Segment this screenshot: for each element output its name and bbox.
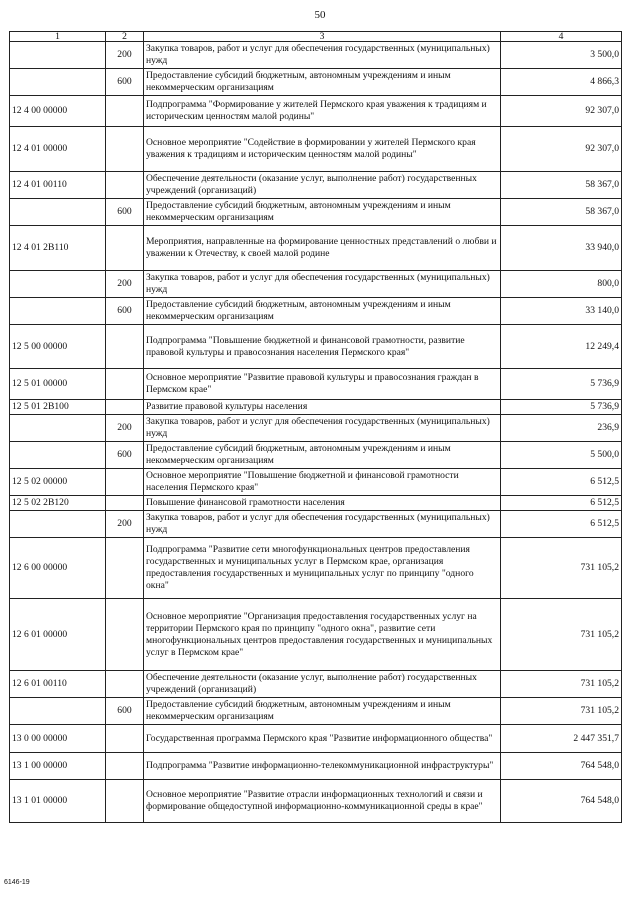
row-expense-type-cell <box>106 172 144 199</box>
row-description-cell: Закупка товаров, работ и услуг для обеспечения государственных (муниципальных) нужд <box>144 42 501 69</box>
row-description-cell: Развитие правовой культуры населения <box>144 400 501 415</box>
table-row <box>10 400 622 415</box>
row-expense-type-cell: 600 <box>106 69 144 96</box>
table-row <box>10 671 622 698</box>
table-row <box>10 511 622 538</box>
row-amount-cell: 12 249,4 <box>501 325 622 369</box>
row-amount-cell: 58 367,0 <box>501 172 622 199</box>
row-amount-cell: 731 105,2 <box>501 599 622 671</box>
row-code-cell: 12 6 01 00110 <box>10 671 106 698</box>
row-description-cell: Предоставление субсидий бюджетным, автономным учреждениям и иным некоммерческим организациям <box>144 69 501 96</box>
table-row <box>10 698 622 725</box>
row-expense-type-cell <box>106 325 144 369</box>
row-description-cell: Предоставление субсидий бюджетным, автономным учреждениям и иным некоммерческим организациям <box>144 698 501 725</box>
row-expense-type-cell: 200 <box>106 42 144 69</box>
row-description-cell: Государственная программа Пермского края "Развитие информационного общества" <box>144 725 501 753</box>
row-expense-type-cell <box>106 538 144 599</box>
row-amount-cell: 5 736,9 <box>501 400 622 415</box>
row-description-cell: Подпрограмма "Формирование у жителей Пермского края уважения к традициям и историческим ценностям малой родины" <box>144 96 501 127</box>
row-description-cell: Предоставление субсидий бюджетным, автономным учреждениям и иным некоммерческим организациям <box>144 298 501 325</box>
row-amount-cell: 764 548,0 <box>501 780 622 823</box>
row-description-cell: Мероприятия, направленные на формирование ценностных представлений о любви и уважении к Отечеству, к своей малой родине <box>144 226 501 271</box>
row-amount-cell: 33 140,0 <box>501 298 622 325</box>
row-code-cell: 12 4 01 00000 <box>10 127 106 172</box>
row-code-cell <box>10 415 106 442</box>
row-code-cell: 12 4 00 00000 <box>10 96 106 127</box>
row-amount-cell: 92 307,0 <box>501 96 622 127</box>
table-row <box>10 271 622 298</box>
row-description-cell: Закупка товаров, работ и услуг для обеспечения государственных (муниципальных) нужд <box>144 271 501 298</box>
row-expense-type-cell <box>106 226 144 271</box>
row-description-cell: Подпрограмма "Развитие информационно-телекоммуникационной инфраструктуры" <box>144 753 501 780</box>
table-row <box>10 298 622 325</box>
row-expense-type-cell: 200 <box>106 271 144 298</box>
row-description-cell: Повышение финансовой грамотности населения <box>144 496 501 511</box>
table-row <box>10 469 622 496</box>
row-expense-type-cell <box>106 469 144 496</box>
table-row <box>10 42 622 69</box>
budget-table <box>9 31 622 823</box>
row-expense-type-cell: 200 <box>106 415 144 442</box>
row-description-cell: Предоставление субсидий бюджетным, автономным учреждениям и иным некоммерческим организациям <box>144 199 501 226</box>
row-description-cell: Обеспечение деятельности (оказание услуг, выполнение работ) государственных учреждений (организаций) <box>144 172 501 199</box>
row-amount-cell: 236,9 <box>501 415 622 442</box>
row-code-cell: 12 5 02 00000 <box>10 469 106 496</box>
row-code-cell: 12 4 01 00110 <box>10 172 106 199</box>
row-description-cell: Основное мероприятие "Повышение бюджетной и финансовой грамотности населения Пермского края" <box>144 469 501 496</box>
table-row <box>10 69 622 96</box>
row-expense-type-cell <box>106 599 144 671</box>
table-row <box>10 780 622 823</box>
row-code-cell <box>10 698 106 725</box>
row-amount-cell: 4 866,3 <box>501 69 622 96</box>
row-code-cell <box>10 442 106 469</box>
row-expense-type-cell <box>106 753 144 780</box>
row-code-cell: 12 4 01 2В110 <box>10 226 106 271</box>
table-row <box>10 725 622 753</box>
row-code-cell: 12 5 00 00000 <box>10 325 106 369</box>
row-description-cell: Основное мероприятие "Содействие в формировании у жителей Пермского края уважения к традициям и историческим ценностям малой родины" <box>144 127 501 172</box>
row-expense-type-cell: 200 <box>106 511 144 538</box>
row-expense-type-cell <box>106 725 144 753</box>
row-expense-type-cell: 600 <box>106 199 144 226</box>
row-expense-type-cell <box>106 127 144 172</box>
table-row <box>10 199 622 226</box>
row-amount-cell: 5 500,0 <box>501 442 622 469</box>
row-amount-cell: 731 105,2 <box>501 698 622 725</box>
row-amount-cell: 731 105,2 <box>501 538 622 599</box>
row-code-cell <box>10 199 106 226</box>
row-code-cell: 12 5 01 2В100 <box>10 400 106 415</box>
row-description-cell: Обеспечение деятельности (оказание услуг, выполнение работ) государственных учреждений (организаций) <box>144 671 501 698</box>
row-description-cell: Основное мероприятие "Развитие отрасли информационных технологий и связи и формирование общедоступной информационно-коммуникационной среды в крае" <box>144 780 501 823</box>
row-description-cell: Закупка товаров, работ и услуг для обеспечения государственных (муниципальных) нужд <box>144 511 501 538</box>
row-amount-cell: 800,0 <box>501 271 622 298</box>
row-expense-type-cell <box>106 400 144 415</box>
row-expense-type-cell <box>106 96 144 127</box>
row-description-cell: Предоставление субсидий бюджетным, автономным учреждениям и иным некоммерческим организациям <box>144 442 501 469</box>
row-code-cell <box>10 42 106 69</box>
row-description-cell: Подпрограмма "Развитие сети многофункциональных центров предоставления государственных и муниципальных услуг в Пермском крае, организация предоставления государственных и муниципальных услуг по принципу "одного окна" <box>144 538 501 599</box>
row-expense-type-cell <box>106 671 144 698</box>
row-amount-cell: 92 307,0 <box>501 127 622 172</box>
row-expense-type-cell <box>106 780 144 823</box>
table-row <box>10 325 622 369</box>
row-expense-type-cell: 600 <box>106 298 144 325</box>
table-row <box>10 226 622 271</box>
row-amount-cell: 58 367,0 <box>501 199 622 226</box>
table-header-row <box>10 32 622 42</box>
footer-document-code: 6146-19 <box>4 879 30 886</box>
column-header-4: 4 <box>501 32 622 42</box>
row-expense-type-cell: 600 <box>106 442 144 469</box>
row-code-cell: 12 6 00 00000 <box>10 538 106 599</box>
column-header-3: 3 <box>144 32 501 42</box>
row-expense-type-cell <box>106 369 144 400</box>
table-row <box>10 442 622 469</box>
row-description-cell: Подпрограмма "Повышение бюджетной и финансовой грамотности, развитие правовой культуры и правосознания населения Пермского края" <box>144 325 501 369</box>
table-row <box>10 599 622 671</box>
column-header-1: 1 <box>10 32 106 42</box>
row-code-cell: 13 0 00 00000 <box>10 725 106 753</box>
table-row <box>10 172 622 199</box>
row-code-cell <box>10 511 106 538</box>
row-code-cell: 12 6 01 00000 <box>10 599 106 671</box>
table-row <box>10 538 622 599</box>
row-amount-cell: 6 512,5 <box>501 469 622 496</box>
row-code-cell: 13 1 00 00000 <box>10 753 106 780</box>
row-expense-type-cell <box>106 496 144 511</box>
row-amount-cell: 6 512,5 <box>501 496 622 511</box>
row-expense-type-cell: 600 <box>106 698 144 725</box>
table-row <box>10 415 622 442</box>
table-row <box>10 369 622 400</box>
row-amount-cell: 2 447 351,7 <box>501 725 622 753</box>
row-description-cell: Закупка товаров, работ и услуг для обеспечения государственных (муниципальных) нужд <box>144 415 501 442</box>
row-amount-cell: 3 500,0 <box>501 42 622 69</box>
row-amount-cell: 731 105,2 <box>501 671 622 698</box>
row-amount-cell: 6 512,5 <box>501 511 622 538</box>
row-amount-cell: 33 940,0 <box>501 226 622 271</box>
row-code-cell <box>10 69 106 96</box>
column-header-2: 2 <box>106 32 144 42</box>
row-description-cell: Основное мероприятие "Развитие правовой культуры и правосознания граждан в Пермском крае" <box>144 369 501 400</box>
page-number: 50 <box>314 9 326 21</box>
table-row <box>10 127 622 172</box>
row-code-cell: 12 5 02 2В120 <box>10 496 106 511</box>
row-code-cell <box>10 298 106 325</box>
table-row <box>10 96 622 127</box>
row-code-cell: 13 1 01 00000 <box>10 780 106 823</box>
table-row <box>10 753 622 780</box>
row-code-cell: 12 5 01 00000 <box>10 369 106 400</box>
row-amount-cell: 764 548,0 <box>501 753 622 780</box>
row-amount-cell: 5 736,9 <box>501 369 622 400</box>
row-code-cell <box>10 271 106 298</box>
table-row <box>10 496 622 511</box>
row-description-cell: Основное мероприятие "Организация предоставления государственных услуг на территории Пермского края по принципу "одного окна", развитие сети многофункциональных центров предоставления государственных и муниципальных услуг в Пермском крае" <box>144 599 501 671</box>
